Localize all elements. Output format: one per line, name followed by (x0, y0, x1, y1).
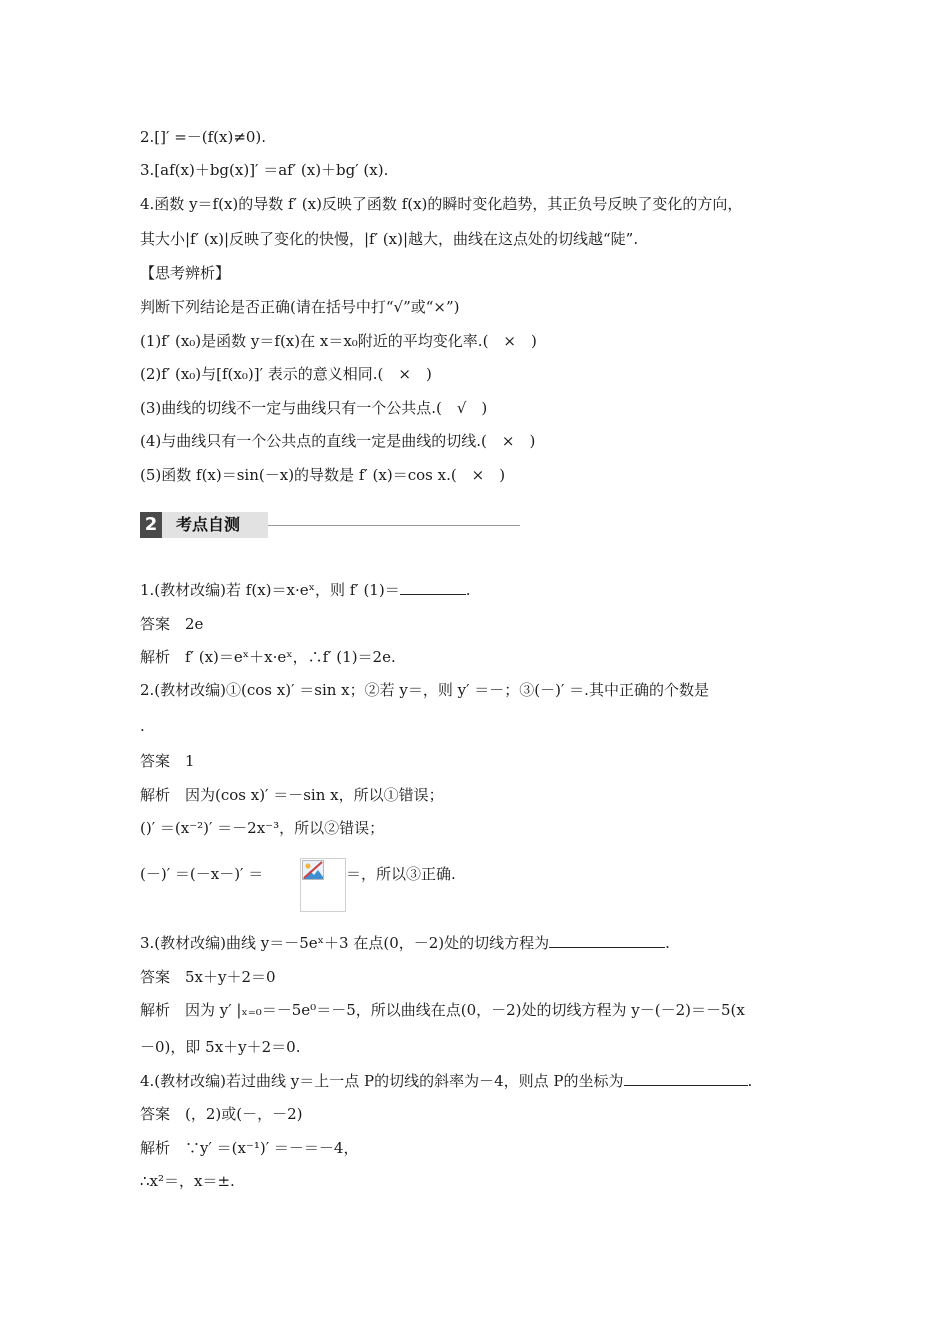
problem-question: 2.(教材改编)①(cos x)′ ＝sin x；②若 y＝，则 y′ ＝－；③(－)′ ＝.其中正确的个数是 (140, 681, 709, 699)
problem-solution: 解析 f′ (x)＝eˣ＋x·eˣ，∴f′ (1)＝2e. (140, 648, 396, 666)
question-text: 4.(教材改编)若过曲线 y＝上一点 P的切线的斜率为－4，则点 P的坐标为 (140, 1072, 624, 1090)
problem-solution: 解析 因为(cos x)′ ＝－sin x，所以①错误； (140, 786, 444, 804)
question-text: 1.(教材改编)若 f(x)＝x·eˣ，则 f′ (1)＝ (140, 581, 400, 599)
problem-answer: 答案 5x＋y＋2＝0 (140, 968, 276, 986)
problem-question (140, 579, 470, 601)
judgement-item: (1)f′ (x₀)是函数 y＝f(x)在 x＝x₀附近的平均变化率.( × ) (140, 332, 537, 350)
broken-image (300, 858, 346, 912)
problem-answer: 答案 2e (140, 615, 204, 633)
problem-solution: ()′ ＝(x⁻²)′ ＝－2x⁻³，所以②错误； (140, 819, 385, 837)
question-text: 3.(教材改编)曲线 y＝－5eˣ＋3 在点(0，－2)处的切线方程为 (140, 934, 550, 952)
period: . (747, 1072, 753, 1090)
answer-blank (400, 580, 466, 595)
section-title: 考点自测 (176, 515, 241, 534)
text-line: 判断下列结论是否正确(请在括号中打“√”或“×”) (140, 298, 460, 316)
section-header (140, 512, 268, 538)
judgement-item: (4)与曲线只有一个公共点的直线一定是曲线的切线.( × ) (140, 432, 536, 450)
answer-blank (624, 1071, 748, 1086)
judgement-item: (2)f′ (x₀)与[f(x₀)]′ 表示的意义相同.( × ) (140, 365, 432, 383)
text-line: 2.[]′ =－(f(x)≠0). (140, 128, 267, 146)
problem-question (140, 932, 670, 954)
period: . (665, 934, 670, 952)
subheading: 【思考辨析】 (140, 264, 231, 282)
problem-solution: 解析 因为 y′ |ₓ₌₀＝－5e⁰＝－5，所以曲线在点(0，－2)处的切线方程为 y－(－2)＝－5(x (140, 1001, 745, 1019)
answer-blank (549, 933, 665, 948)
problem-question (140, 1070, 752, 1092)
text-line: 4.函数 y＝f(x)的导数 f′ (x)反映了函数 f(x)的瞬时变化趋势，其正负号反映了变化的方向， (140, 195, 743, 213)
problem-solution: 解析 ∵y′ ＝(x⁻¹)′ ＝－＝－4， (140, 1139, 359, 1157)
problem-solution: －0)，即 5x＋y＋2＝0. (140, 1038, 301, 1056)
judgement-item: (5)函数 f(x)＝sin(－x)的导数是 f′ (x)＝cos x.( × ) (140, 466, 506, 484)
problem-solution: ∴x²＝，x＝±. (140, 1172, 235, 1190)
broken-image-icon (302, 860, 324, 880)
period: . (465, 581, 471, 599)
text-line: 其大小|f′ (x)|反映了变化的快慢，|f′ (x)|越大，曲线在这点处的切线越“陡”. (140, 230, 639, 248)
problem-answer: 答案 (，2)或(－，－2) (140, 1105, 303, 1123)
section-divider (268, 525, 520, 526)
problem-question: . (140, 717, 145, 735)
problem-solution: (－)′ ＝(－x－)′ ＝ (140, 865, 264, 883)
section-number: 2 (140, 512, 162, 538)
text-line: 3.[af(x)＋bg(x)]′ ＝af′ (x)＋bg′ (x). (140, 161, 389, 179)
judgement-item: (3)曲线的切线不一定与曲线只有一个公共点.( √ ) (140, 399, 488, 417)
problem-answer: 答案 1 (140, 752, 195, 770)
problem-solution: ＝，所以③正确. (346, 865, 456, 883)
